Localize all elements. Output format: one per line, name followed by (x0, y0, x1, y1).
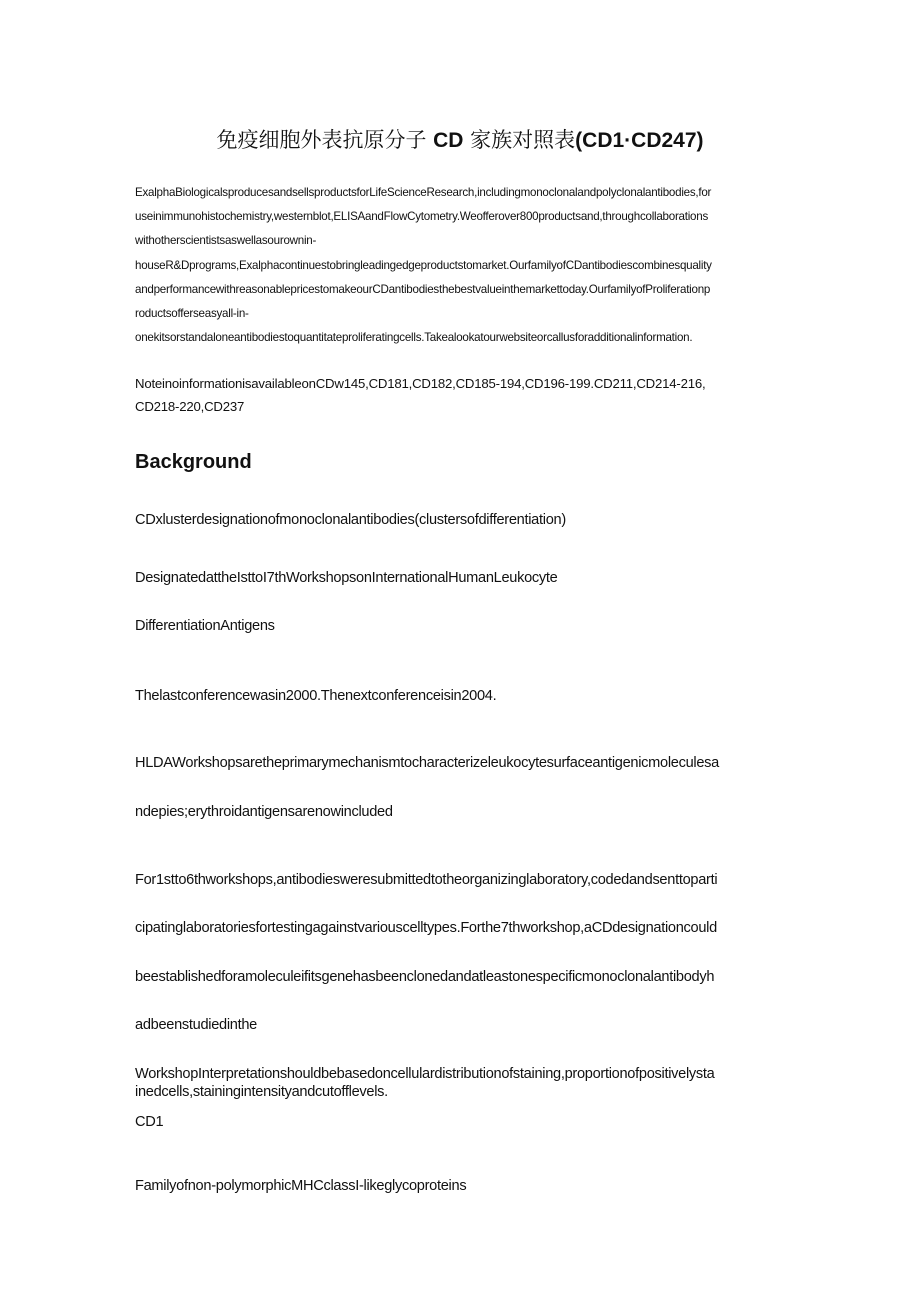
intro-line: andperformancewithreasonablepricestomakeourCDantibodiesthebestvalueinthemarkettoday.OurfamilyofProliferationp (135, 283, 711, 296)
section-heading: Background (135, 451, 252, 473)
body-line: HLDAWorkshopsaretheprimarymechanismtocharacterizeleukocytesurfaceantigenicmoleculesa (135, 755, 719, 771)
intro-line: houseR&Dprograms,Exalphacontinuestobringleadingedgeproductstomarket.OurfamilyofCDantibodiescombinesquality (135, 259, 712, 272)
intro-line: withotherscientistsaswellasourownin- (135, 234, 317, 247)
intro-line: ExalphaBiologicalsproducesandsellsproductsforLifeScienceResearch,includingmonoclonalandpolyclonalantibodies,for (135, 186, 712, 199)
body-line: Thelastconferencewasin2000.Thenextconferenceisin2004. (135, 688, 497, 704)
document-title (0, 124, 920, 154)
body-line: CD1 (135, 1114, 164, 1130)
title-cd: CD (433, 129, 464, 152)
body-line: inedcells,stainingintensityandcutofflevels. (135, 1084, 388, 1100)
title-range: (CD1·CD247) (575, 129, 704, 152)
body-line: DifferentiationAntigens (135, 618, 275, 634)
body-line: cipatinglaboratoriesfortestingagainstvariouscelltypes.Forthe7thworkshop,aCDdesignationcould (135, 920, 717, 936)
title-cjk: 免疫细胞外表抗原分子 (216, 128, 427, 152)
intro-line: roductsofferseasyall-in- (135, 307, 249, 320)
note-line: CD218-220,CD237 (135, 399, 245, 414)
body-line: beestablishedforamoleculeifitsgenehasbeenclonedandatleastonespecificmonoclonalantibodyh (135, 969, 715, 985)
title-cjk-2: 家族对照表 (470, 128, 576, 152)
intro-line: useinimmunohistochemistry,westernblot,ELISAandFlowCytometry.Weofferover800productsand,throughcollaborations (135, 210, 708, 223)
body-line: ndepies;erythroidantigensarenowincluded (135, 804, 393, 820)
body-line: CDxlusterdesignationofmonoclonalantibodies(clustersofdifferentiation) (135, 512, 566, 528)
body-line: For1stto6thworkshops,antibodiesweresubmittedtotheorganizinglaboratory,codedandsenttoparti (135, 872, 718, 888)
body-line: Familyofnon-polymorphicMHCclassI-likeglycoproteins (135, 1178, 467, 1194)
intro-line: onekitsorstandaloneantibodiestoquantitateproliferatingcells.Takealookatourwebsiteorcallusforadditionalinformation. (135, 331, 693, 344)
body-line: DesignatedattheIsttoI7thWorkshopsonInternationalHumanLeukocyte (135, 570, 558, 586)
body-line: adbeenstudiedinthe (135, 1017, 258, 1033)
note-line: NoteinoinformationisavailableonCDw145,CD181,CD182,CD185-194,CD196-199.CD211,CD214-216, (135, 376, 706, 391)
body-line: WorkshopInterpretationshouldbebasedoncellulardistributionofstaining,proportionofpositivelysta (135, 1066, 715, 1082)
